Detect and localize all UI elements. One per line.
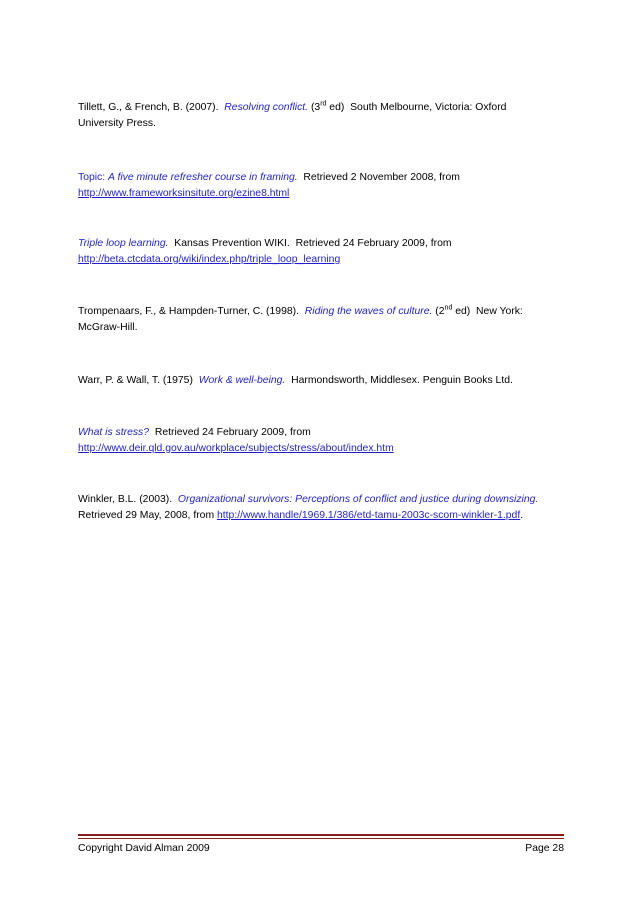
reference-trompenaars <box>78 304 568 336</box>
ref-title: Triple loop learning. <box>78 238 169 249</box>
ref-url-link[interactable]: http://beta.ctcdata.org/wiki/index.php/triple_loop_learning <box>78 254 341 265</box>
ref-source: Kansas Prevention WIKI. <box>174 238 290 249</box>
ref-prefix: Topic: <box>78 172 109 183</box>
ref-edition-close: ed) <box>452 306 471 317</box>
ref-title: Riding the waves of culture. <box>304 306 433 317</box>
reference-stress <box>78 425 568 457</box>
footer-rule-thick <box>78 834 564 836</box>
ref-retrieved: Retrieved 2 November 2008, from <box>303 172 460 183</box>
ref-url-link[interactable]: http://www.handle/1969.1/386/etd-tamu-2003c-scom-winkler-1.pdf <box>217 510 521 521</box>
page-footer <box>78 842 564 856</box>
ref-edition-open: (2 <box>435 306 445 317</box>
ref-title: Resolving conflict. <box>224 102 309 113</box>
ref-title: Organizational survivors: Perceptions of conflict and justice during downsizing. <box>177 494 539 505</box>
ref-retrieved: Retrieved 24 February 2009, from <box>295 238 452 249</box>
ref-place: New York: <box>476 306 523 317</box>
ref-publisher: McGraw-Hill. <box>78 322 138 333</box>
ref-title: What is stress? <box>78 427 150 438</box>
footer-page-number: Page 28 <box>525 843 564 854</box>
ref-end: . <box>520 510 524 521</box>
reference-topic <box>78 170 568 202</box>
reference-tillett <box>78 100 568 132</box>
ref-title: A five minute refresher course in framing. <box>108 172 298 183</box>
ref-edition-sup: rd <box>320 100 327 108</box>
ref-edition-close: ed) <box>326 102 345 113</box>
reference-triple-loop <box>78 236 568 268</box>
ref-title: Work & well-being. <box>198 375 286 386</box>
ref-retrieved: Retrieved 24 February 2009, from <box>154 427 311 438</box>
ref-edition-open: (3 <box>310 102 321 113</box>
ref-publisher: Harmondsworth, Middlesex. Penguin Books Ltd. <box>291 375 513 386</box>
ref-authors: Tillett, G., & French, B. (2007). <box>78 102 219 113</box>
ref-authors: Winkler, B.L. (2003). <box>78 494 173 505</box>
reference-winkler <box>78 492 578 524</box>
ref-publisher: South Melbourne, Victoria: Oxford <box>350 102 507 113</box>
ref-edition-sup: nd <box>444 304 453 312</box>
ref-url-link[interactable]: http://www.deir.qld.gov.au/workplace/subjects/stress/about/index.htm <box>78 443 394 454</box>
ref-retrieved: Retrieved 29 May, 2008, from <box>78 510 215 521</box>
ref-authors: Trompenaars, F., & Hampden-Turner, C. (1998). <box>78 306 299 317</box>
ref-authors: Warr, P. & Wall, T. (1975) <box>78 375 193 386</box>
reference-warr <box>78 373 568 389</box>
ref-url-link[interactable]: http://www.frameworksinsitute.org/ezine8.html <box>78 188 290 199</box>
ref-publisher-line2: University Press. <box>78 118 156 129</box>
footer-rule-thin <box>78 838 564 839</box>
footer-copyright: Copyright David Alman 2009 <box>78 843 210 854</box>
